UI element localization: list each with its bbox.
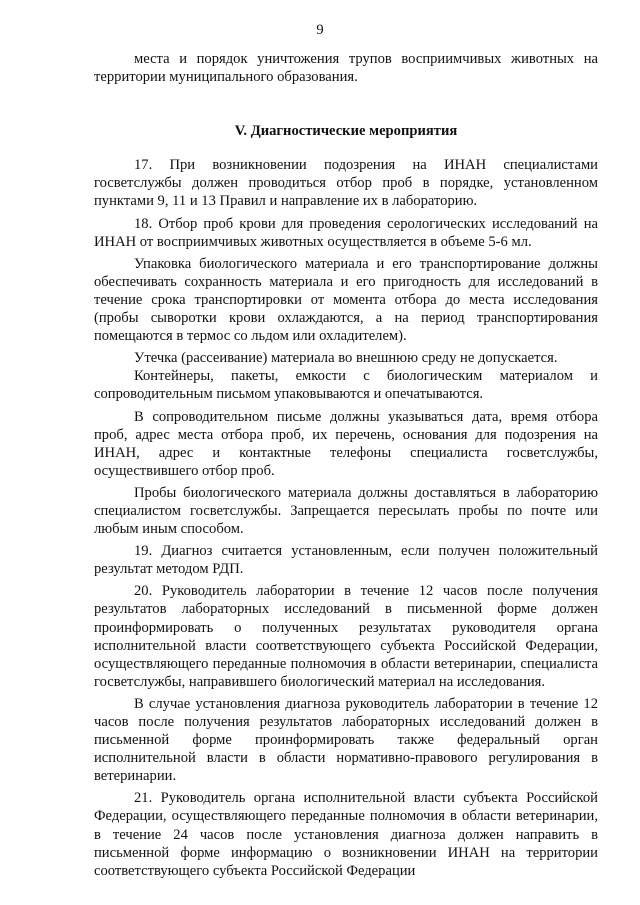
paragraph-21: 21. Руководитель органа исполнительной власти субъекта Российской Федерации, осуществляющего переданные полномочия в области ветеринарии, в течение 24 часов после установления диагноза должен направить в письменной форме информацию о возникновении ИНАН на территории соответствующего субъекта Российской Федерации xyxy=(94,790,598,879)
page-number: 9 xyxy=(316,22,324,38)
paragraph-19: 19. Диагноз считается установленным, если получен положительный результат методом РДП. xyxy=(94,543,598,578)
document-body xyxy=(94,50,598,880)
paragraph-containers: Контейнеры, пакеты, емкости с биологическим материалом и сопроводительным письмом упаковываются и опечатываются. xyxy=(94,368,598,403)
paragraph-cover-letter: В сопроводительном письме должны указываться дата, время отбора проб, адрес места отбора проб, их перечень, основания для подозрения на ИНАН, адрес и контактные телефоны специалиста госветслужбы, осуществившего отбор проб. xyxy=(94,408,598,479)
paragraph-diagnosis-established: В случае установления диагноза руководитель лаборатории в течение 12 часов после получения результатов лабораторных исследований должен в письменной форме проинформировать также федеральный орган исполнительной власти в области нормативно-правового регулирования в ветеринарии. xyxy=(94,695,598,785)
paragraph-20: 20. Руководитель лаборатории в течение 12 часов после получения результатов лабораторных исследований в письменной форме должен проинформировать о полученных результатах руководителя органа исполнительной власти соответствующего субъекта Российской Федерации, осуществляющего переданные полномочия в области ветеринарии, специалиста госветслужбы, направившего биологический материал на исследования. xyxy=(94,583,598,690)
paragraph-leakage: Утечка (рассеивание) материала во внешнюю среду не допускается. xyxy=(134,350,558,367)
paragraph-packaging: Упаковка биологического материала и его транспортирование должны обеспечивать сохранность материала и его пригодность для исследований в течение срока транспортировки от момента отбора до места исследования (пробы сыворотки крови охлаждаются, а на период транспортирования помещаются в термос со льдом или охладителем). xyxy=(94,255,598,345)
paragraph-17: 17. При возникновении подозрения на ИНАН специалистами госветслужбы должен проводиться отбор проб в порядке, установленном пунктами 9, 11 и 13 Правил и направление их в лабораторию. xyxy=(94,157,598,210)
section-heading: V. Диагностические мероприятия xyxy=(234,123,458,140)
paragraph-delivery: Пробы биологического материала должны доставляться в лабораторию специалистом госветслужбы. Запрещается пересылать пробы по почте или любым иным способом. xyxy=(94,484,598,538)
continuation-paragraph: места и порядок уничтожения трупов восприимчивых животных на территории муниципального образования. xyxy=(94,51,598,86)
paragraph-18: 18. Отбор проб крови для проведения серологических исследований на ИНАН от восприимчивых животных осуществляется в объеме 5-6 мл. xyxy=(94,215,598,250)
